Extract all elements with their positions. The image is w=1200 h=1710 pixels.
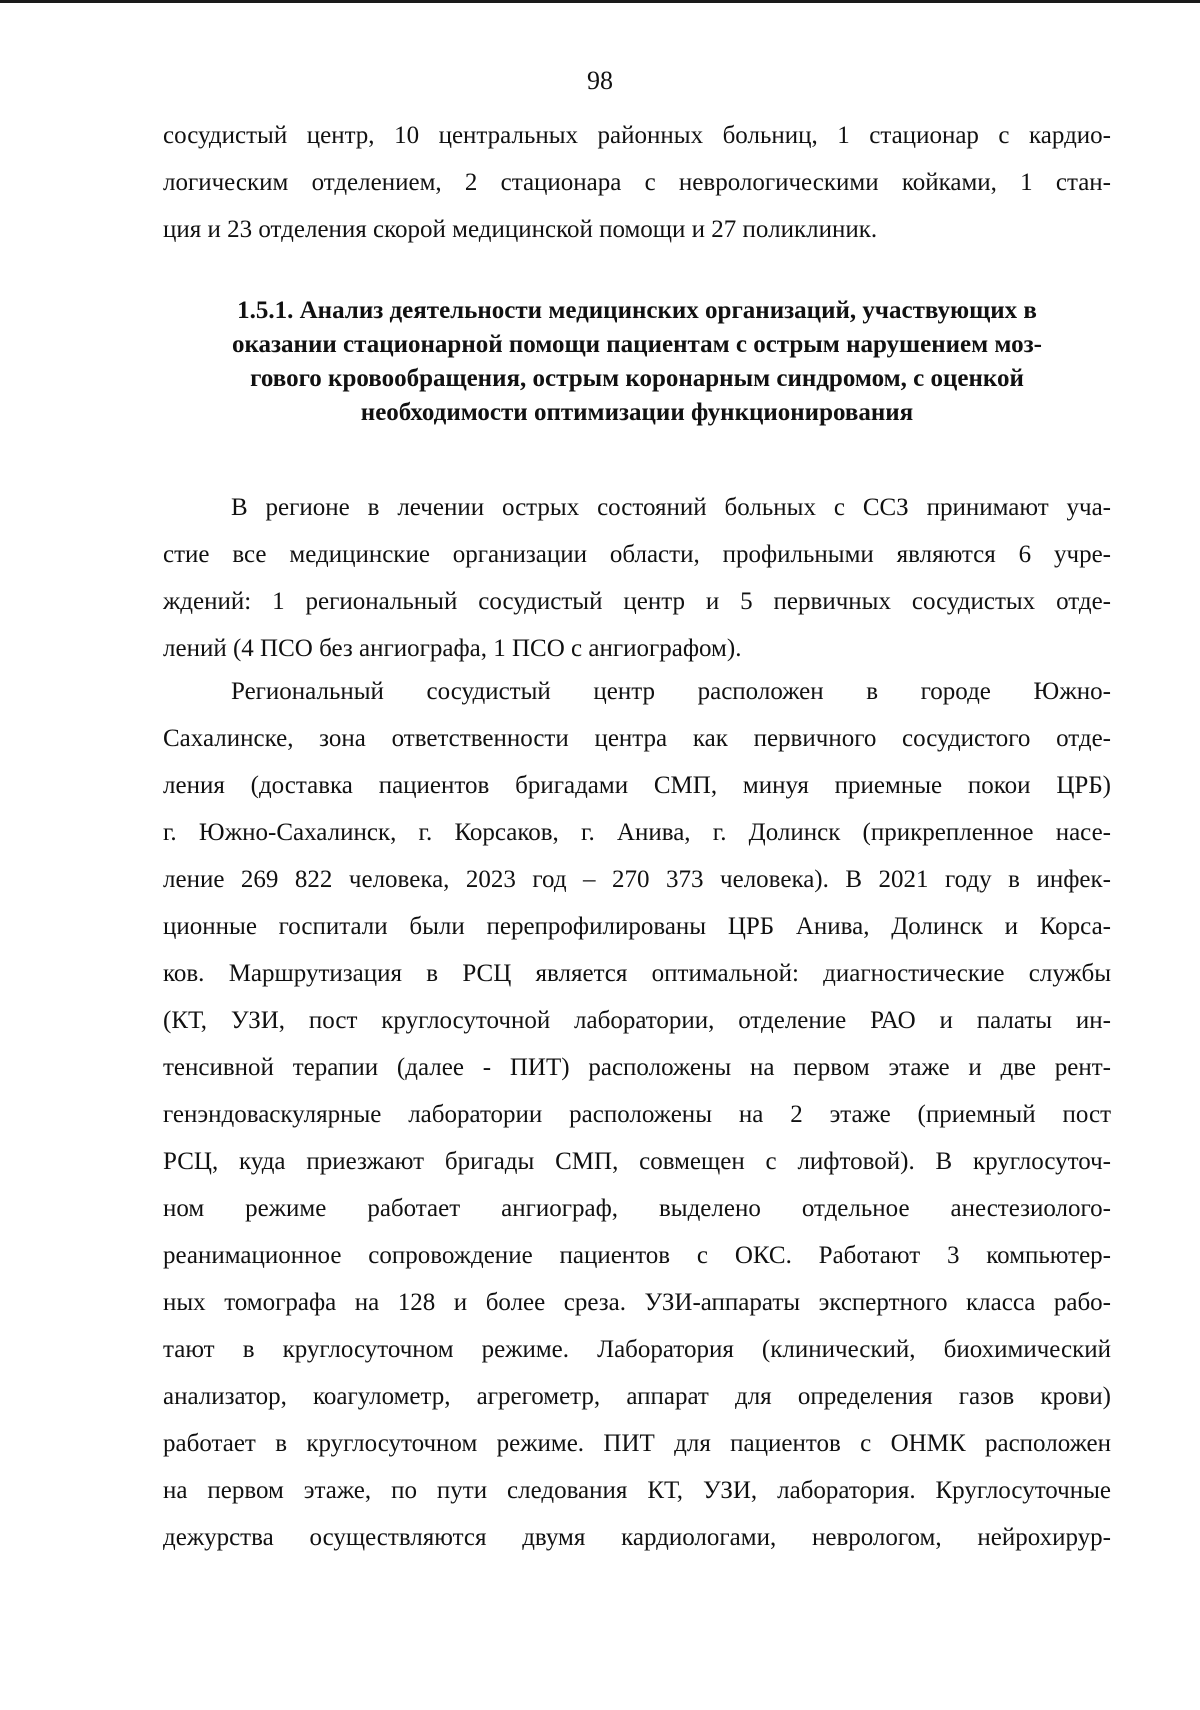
paragraph-line: анализатор, коагулометр, агрегометр, аппарат для определения газов крови) (163, 1383, 1111, 1410)
paragraph-2 (163, 484, 1111, 672)
heading-line: 1.5.1. Анализ деятельности медицинских организаций, участвующих в (237, 297, 1037, 324)
paragraph-line: Региональный сосудистый центр расположен в городе Южно- (231, 678, 1111, 705)
paragraph-line: В регионе в лечении острых состояний больных с ССЗ принимают уча- (231, 494, 1111, 521)
paragraph-line: тают в круглосуточном режиме. Лаборатория (клинический, биохимический (163, 1336, 1111, 1363)
heading-line: оказании стационарной помощи пациентам с острым нарушением моз- (231, 331, 1043, 358)
paragraph-1 (163, 112, 1111, 253)
heading-line: необходимости оптимизации функционирования (360, 399, 914, 426)
paragraph-line: ждений: 1 региональный сосудистый центр и 5 первичных сосудистых отде- (163, 588, 1111, 615)
paragraph-line: стие все медицинские организации области, профильными являются 6 учре- (163, 541, 1111, 568)
paragraph-line: (КТ, УЗИ, пост круглосуточной лаборатории, отделение РАО и палаты ин- (163, 1007, 1111, 1034)
paragraph-line: Сахалинске, зона ответственности центра как первичного сосудистого отде- (163, 725, 1111, 752)
page-number: 98 (587, 66, 613, 95)
paragraph-line: на первом этаже, по пути следования КТ, УЗИ, лаборатория. Круглосуточные (163, 1477, 1111, 1504)
paragraph-line: лений (4 ПСО без ангиографа, 1 ПСО с ангиографом). (163, 635, 742, 662)
paragraph-line: сосудистый центр, 10 центральных районных больниц, 1 стационар с кардио- (163, 122, 1111, 149)
paragraph-line: г. Южно-Сахалинск, г. Корсаков, г. Анива, г. Долинск (прикрепленное насе- (163, 819, 1111, 846)
paragraph-line: дежурства осуществляются двумя кардиологами, неврологом, нейрохирур- (163, 1524, 1111, 1551)
paragraph-line: ция и 23 отделения скорой медицинской помощи и 27 поликлиник. (163, 216, 878, 243)
paragraph-3 (163, 668, 1111, 1561)
paragraph-line: ном режиме работает ангиограф, выделено отдельное анестезиолого- (163, 1195, 1111, 1222)
paragraph-line: РСЦ, куда приезжают бригады СМП, совмещен с лифтовой). В круглосуточ- (163, 1148, 1111, 1175)
paragraph-line: ционные госпитали были перепрофилированы ЦРБ Анива, Долинск и Корса- (163, 913, 1111, 940)
paragraph-line: тенсивной терапии (далее - ПИТ) расположены на первом этаже и две рент- (163, 1054, 1111, 1081)
paragraph-line: ков. Маршрутизация в РСЦ является оптимальной: диагностические службы (163, 960, 1111, 987)
paragraph-line: ных томографа на 128 и более среза. УЗИ-аппараты экспертного класса рабо- (163, 1289, 1111, 1316)
paragraph-line: генэндоваскулярные лаборатории расположены на 2 этаже (приемный пост (163, 1101, 1111, 1128)
paragraph-line: ления (доставка пациентов бригадами СМП, минуя приемные покои ЦРБ) (163, 772, 1111, 799)
section-heading (163, 294, 1111, 430)
paragraph-line: работает в круглосуточном режиме. ПИТ для пациентов с ОНМК расположен (163, 1430, 1111, 1457)
paragraph-line: логическим отделением, 2 стационара с неврологическими койками, 1 стан- (163, 169, 1111, 196)
scan-top-edge (0, 0, 1200, 3)
heading-line: гового кровообращения, острым коронарным синдромом, с оценкой (250, 365, 1024, 392)
paragraph-line: ление 269 822 человека, 2023 год – 270 373 человека). В 2021 году в инфек- (163, 866, 1111, 893)
paragraph-line: реанимационное сопровождение пациентов с ОКС. Работают 3 компьютер- (163, 1242, 1111, 1269)
